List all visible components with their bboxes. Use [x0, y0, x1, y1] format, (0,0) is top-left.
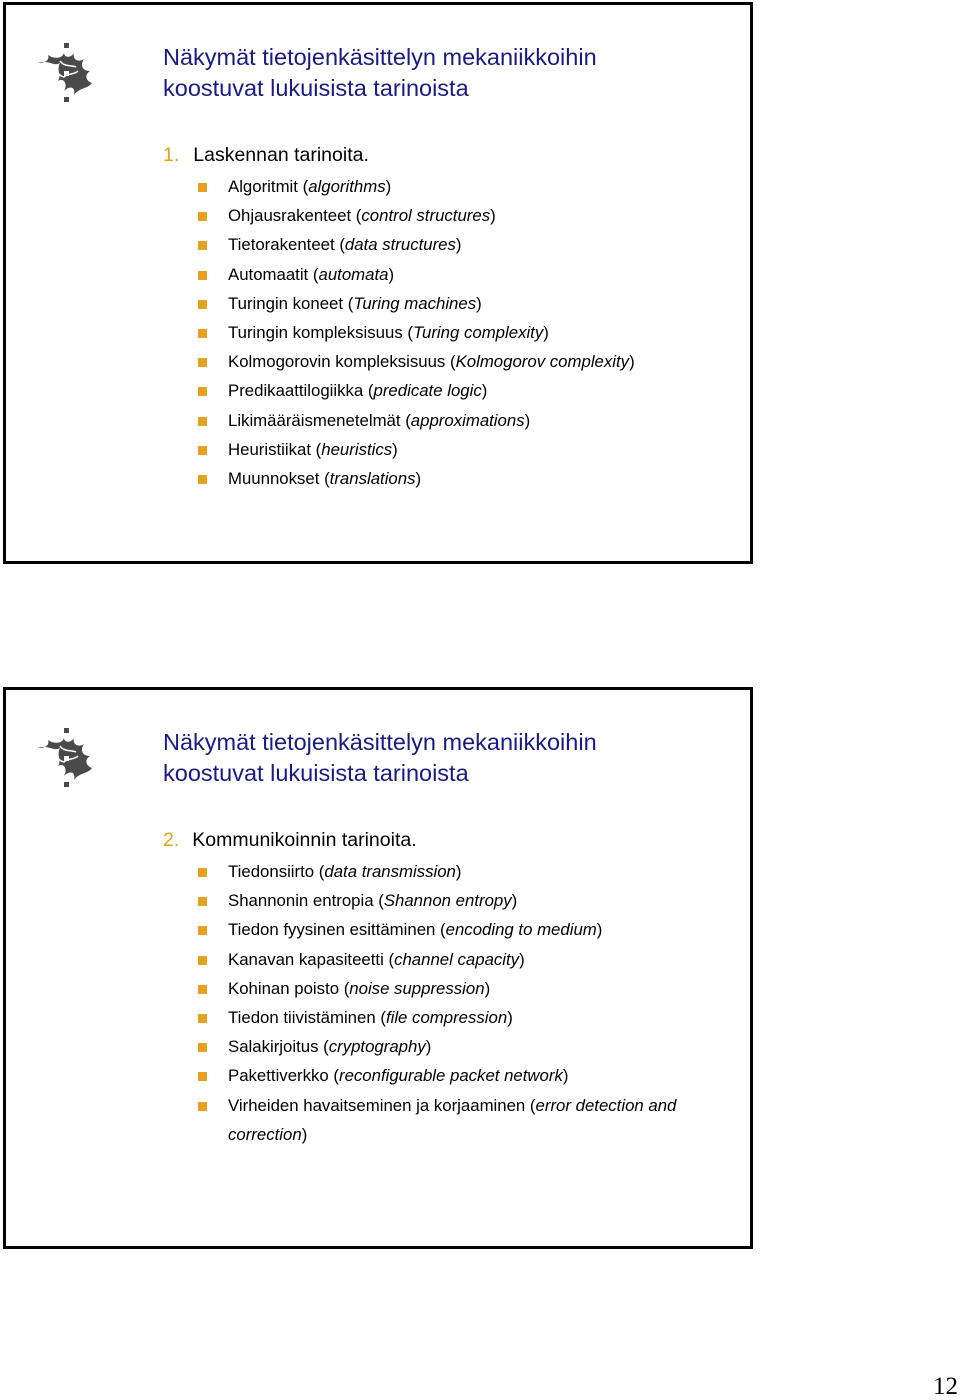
item-close-paren: )	[476, 293, 482, 313]
square-bullet-icon	[198, 868, 207, 877]
heading-text: Kommunikoinnin tarinoita.	[192, 829, 417, 851]
square-bullet-icon	[198, 183, 207, 192]
square-bullet-icon	[198, 271, 207, 280]
item-text: Likimääräismenetelmät (	[228, 410, 411, 430]
heading-text: Laskennan tarinoita.	[193, 144, 369, 166]
item-english-term: heuristics	[321, 439, 393, 459]
item-close-paren: )	[455, 862, 462, 881]
list-item	[198, 1003, 698, 1032]
list-item	[198, 230, 635, 259]
item-text: Muunnokset (	[228, 469, 330, 489]
page-number: 12	[933, 1373, 958, 1400]
item-close-paren: )	[629, 352, 635, 372]
item-close-paren: )	[519, 949, 525, 969]
item-text: Automaatit (	[228, 264, 319, 284]
item-english-term: algorithms	[308, 177, 386, 196]
square-bullet-icon	[198, 241, 207, 250]
list-item	[198, 435, 635, 464]
list-item	[198, 376, 635, 405]
item-close-paren: )	[388, 264, 395, 284]
square-bullet-icon	[198, 212, 207, 221]
list-item	[198, 406, 635, 435]
item-text: Salakirjoitus (	[228, 1037, 329, 1057]
square-bullet-icon	[198, 897, 207, 906]
item-close-paren: )	[511, 891, 518, 911]
item-text: Kolmogorovin kompleksisuus (	[228, 352, 456, 372]
list-item	[198, 289, 635, 318]
list-item	[198, 886, 698, 915]
item-text: Tietorakenteet (	[228, 235, 345, 255]
square-bullet-icon	[198, 475, 207, 484]
item-close-paren: )	[455, 235, 462, 255]
item-english-term: cryptography	[328, 1037, 426, 1057]
item-english-term: encoding to medium	[445, 920, 597, 940]
square-bullet-icon	[198, 926, 207, 935]
list-item	[198, 1061, 698, 1090]
bullet-list	[198, 172, 635, 493]
item-english-term: translations	[329, 469, 416, 489]
list-item	[198, 1091, 698, 1149]
item-text: Algoritmit (	[228, 177, 309, 196]
item-english-term: Turing machines	[353, 293, 477, 313]
square-bullet-icon	[198, 1102, 207, 1111]
item-close-paren: )	[392, 439, 398, 459]
item-english-term: control structures	[361, 206, 491, 226]
section-heading	[163, 142, 369, 168]
item-text: Ohjausrakenteet (	[228, 206, 362, 226]
square-bullet-icon	[198, 387, 207, 396]
item-text: Tiedon fyysinen esittäminen (	[228, 920, 446, 940]
item-close-paren: )	[543, 323, 549, 343]
slide-title: Näkymät tietojenkäsittelyn mekaniikkoihin koostuvat lukuisista tarinoista	[163, 44, 597, 101]
item-english-term: Kolmogorov complexity	[455, 352, 630, 372]
item-text: Turingin koneet (	[228, 293, 354, 313]
item-close-paren: )	[301, 1124, 308, 1144]
item-text: Heuristiikat (	[228, 439, 322, 459]
list-item	[198, 945, 698, 974]
square-bullet-icon	[198, 329, 207, 338]
item-text: Tiedonsiirto (	[228, 862, 325, 881]
list-item	[198, 857, 698, 886]
item-close-paren: )	[596, 920, 603, 940]
item-close-paren: )	[481, 381, 488, 401]
list-item	[198, 201, 635, 230]
item-english-term: reconfigurable packet network	[338, 1066, 563, 1086]
item-text: Tiedon tiivistäminen (	[228, 1008, 386, 1028]
square-bullet-icon	[198, 1072, 207, 1081]
slide-2	[3, 687, 753, 1249]
item-english-term: noise suppression	[349, 978, 485, 998]
item-text: Turingin kompleksisuus (	[228, 323, 413, 343]
item-english-term: channel capacity	[394, 949, 520, 969]
square-bullet-icon	[198, 1043, 207, 1052]
item-english-term: data transmission	[324, 862, 456, 881]
square-bullet-icon	[198, 446, 207, 455]
section-heading	[163, 827, 417, 853]
item-close-paren: )	[562, 1066, 569, 1086]
item-close-paren: )	[484, 978, 491, 998]
square-bullet-icon	[198, 417, 207, 426]
list-item	[198, 464, 635, 493]
item-close-paren: )	[425, 1037, 432, 1057]
list-item	[198, 260, 635, 289]
bullet-list	[198, 857, 698, 1149]
item-text: Kanavan kapasiteetti (	[228, 949, 395, 969]
item-english-term: file compression	[385, 1008, 508, 1028]
item-close-paren: )	[415, 469, 422, 489]
heading-number: 2.	[163, 829, 180, 851]
square-bullet-icon	[198, 358, 207, 367]
list-item	[198, 347, 635, 376]
list-item	[198, 915, 698, 944]
item-english-term: error detection and correction	[228, 1095, 677, 1144]
item-english-term: automata	[318, 264, 389, 284]
item-text: Virheiden havaitseminen ja korjaaminen (	[228, 1095, 536, 1115]
square-bullet-icon	[198, 956, 207, 965]
list-item	[198, 318, 635, 347]
square-bullet-icon	[198, 1014, 207, 1023]
item-close-paren: )	[490, 206, 496, 226]
item-text: Kohinan poisto (	[228, 978, 350, 998]
item-english-term: Turing complexity	[412, 323, 544, 343]
university-flame-logo-icon	[34, 726, 98, 790]
list-item	[198, 974, 698, 1003]
item-close-paren: )	[524, 410, 531, 430]
slide-title: Näkymät tietojenkäsittelyn mekaniikkoihin koostuvat lukuisista tarinoista	[163, 729, 597, 786]
square-bullet-icon	[198, 300, 207, 309]
list-item	[198, 1032, 698, 1061]
item-text: Predikaattilogiikka (	[228, 381, 374, 401]
item-english-term: predicate logic	[373, 381, 482, 401]
item-english-term: data structures	[344, 235, 456, 255]
item-close-paren: )	[385, 177, 392, 196]
list-item	[198, 172, 635, 201]
item-text: Shannonin entropia (	[228, 891, 384, 911]
item-text: Pakettiverkko (	[228, 1066, 339, 1086]
university-flame-logo-icon	[34, 41, 98, 105]
heading-number: 1.	[163, 144, 180, 166]
item-english-term: approximations	[410, 410, 525, 430]
item-close-paren: )	[507, 1008, 513, 1028]
item-english-term: Shannon entropy	[383, 891, 512, 911]
square-bullet-icon	[198, 985, 207, 994]
slide-1	[3, 2, 753, 564]
